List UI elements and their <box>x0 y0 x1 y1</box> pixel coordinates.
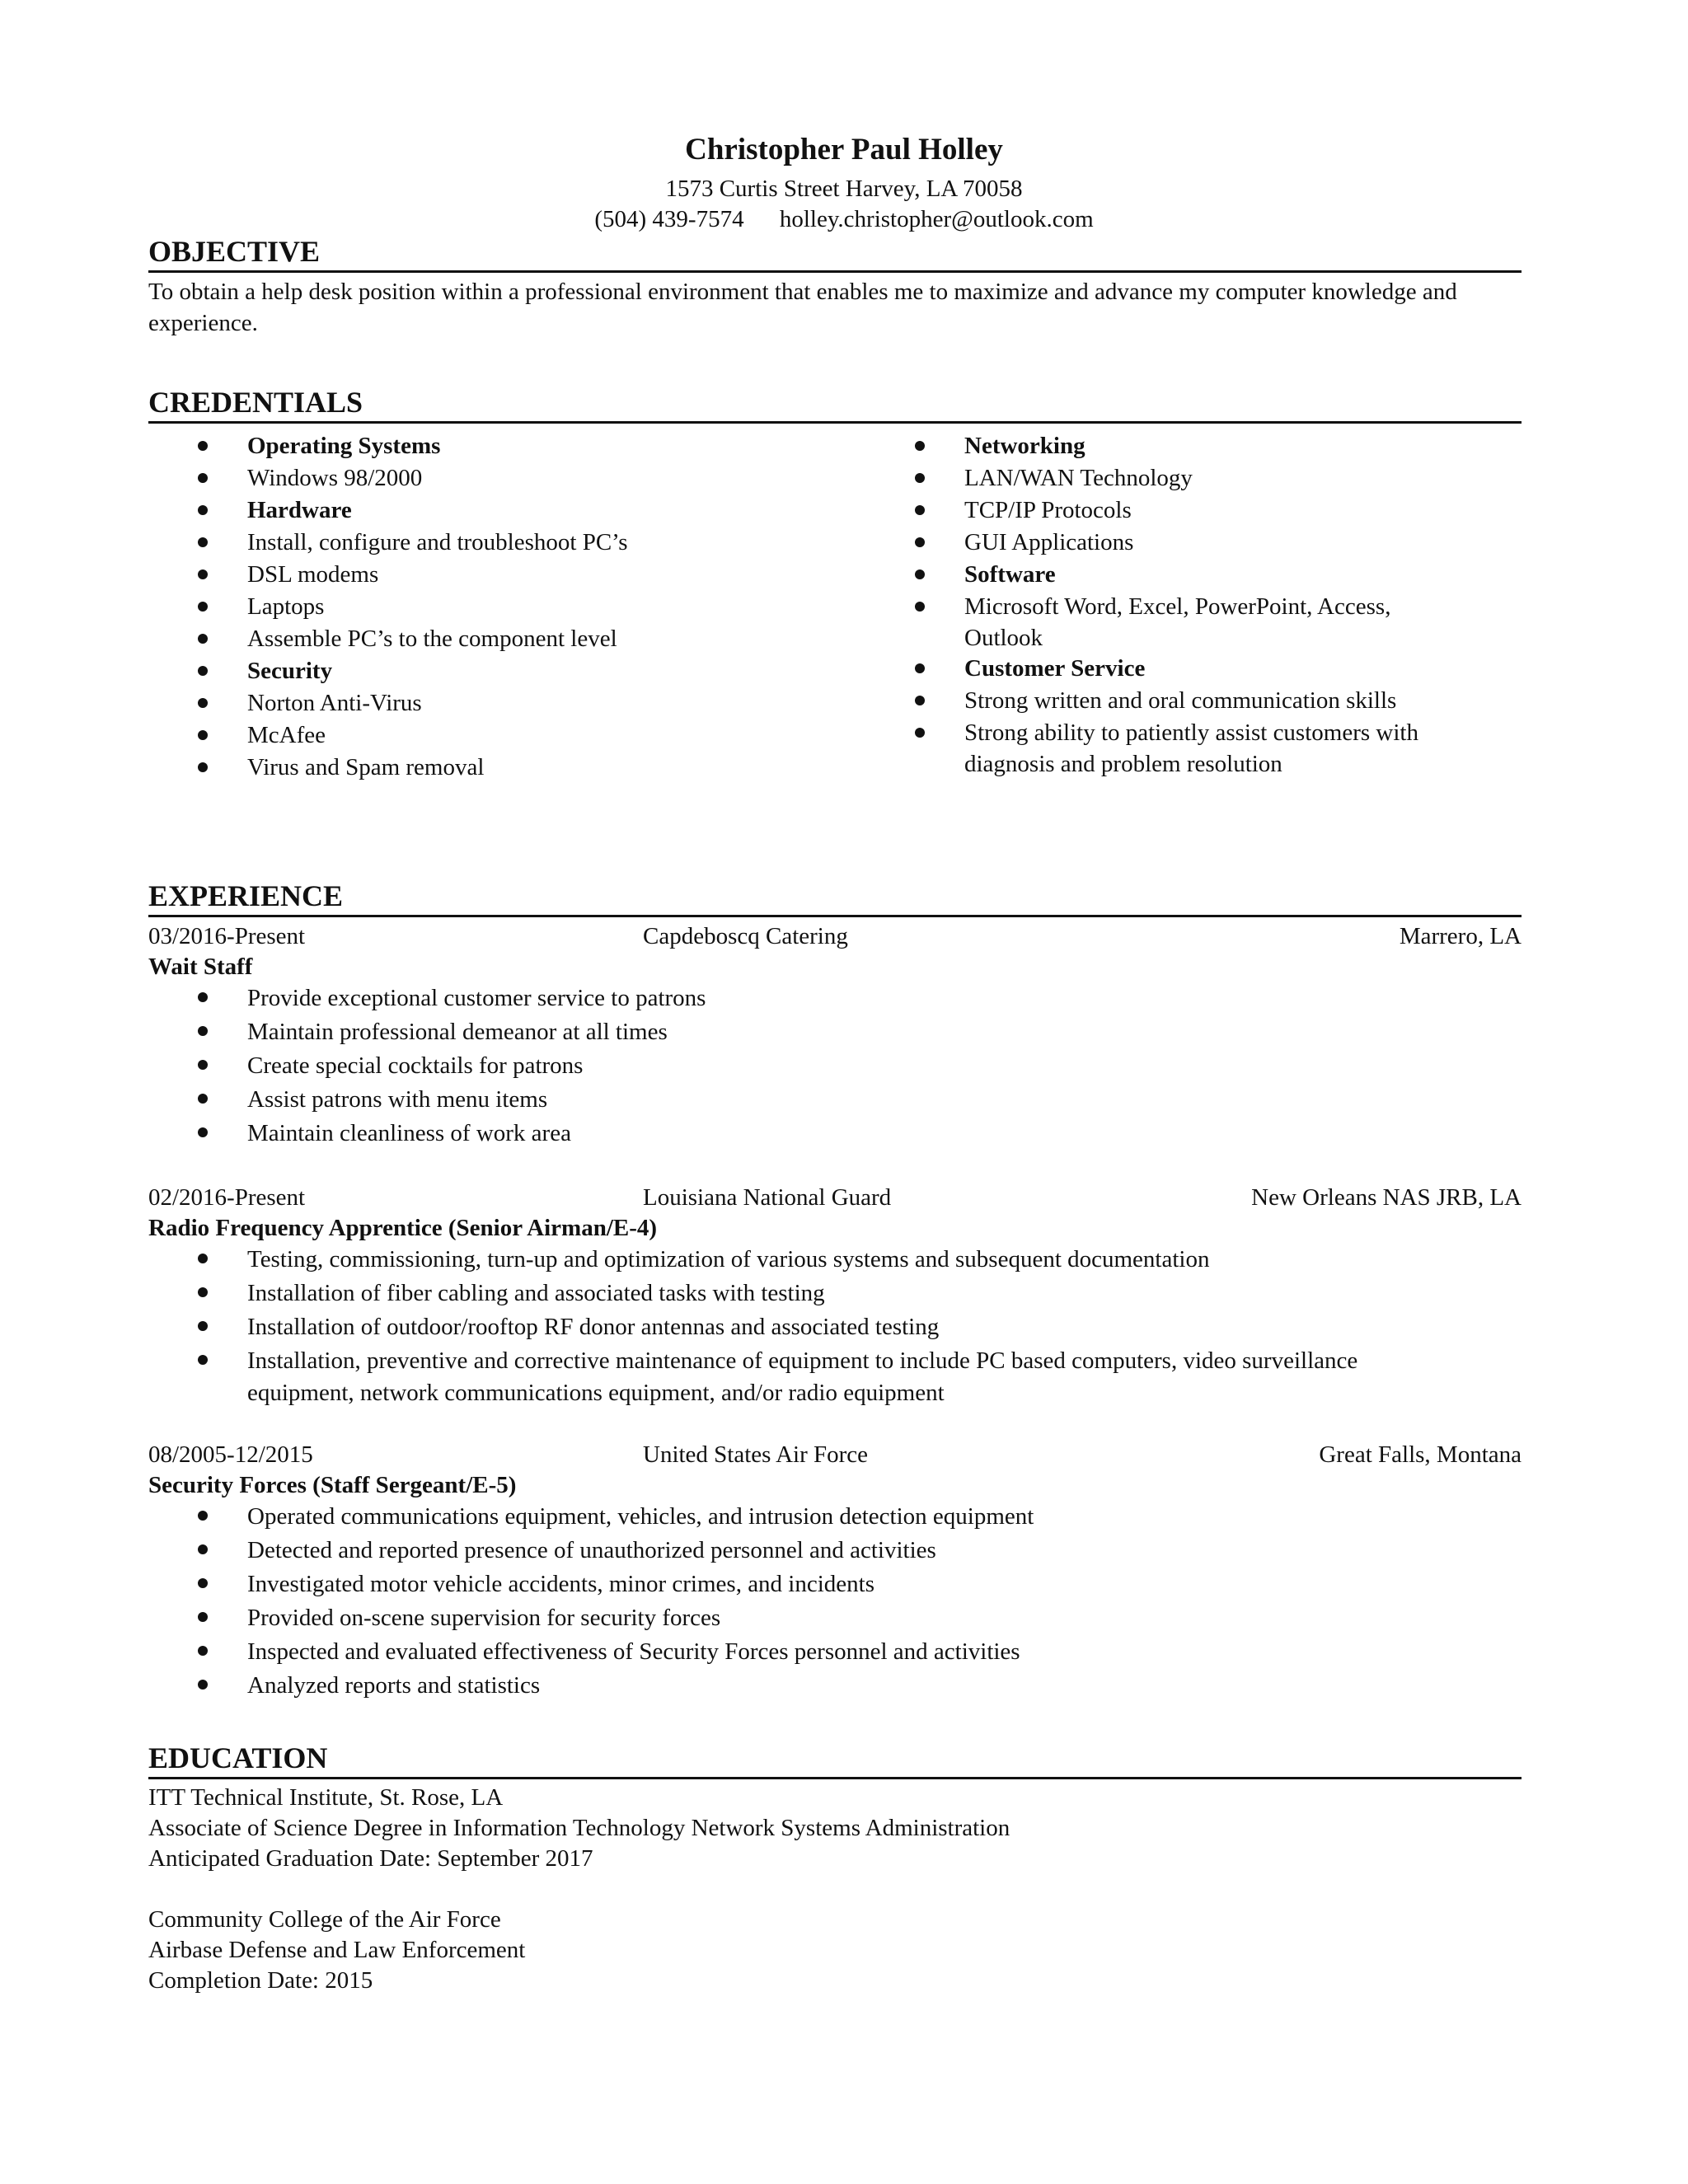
section-title-objective: OBJECTIVE <box>148 234 1522 273</box>
education-section <box>148 1741 1522 1996</box>
bullet-icon <box>198 992 208 1002</box>
job-duties-list <box>148 1243 1522 1408</box>
bullet-item <box>148 1243 1522 1277</box>
section-title-credentials: CREDENTIALS <box>148 385 1522 424</box>
bullet-item <box>148 1500 1522 1534</box>
bullet-text: Provided on-scene supervision for security forces <box>247 1605 721 1631</box>
phone-number: (504) 439-7574 <box>594 206 744 232</box>
credentials-section <box>148 385 1522 784</box>
bullet-item <box>865 462 1522 494</box>
section-title-experience: EXPERIENCE <box>148 879 1522 917</box>
bullet-icon <box>198 1321 208 1331</box>
job-duties-list <box>148 1500 1522 1703</box>
bullet-icon <box>198 666 208 676</box>
job-entry <box>148 921 1522 1151</box>
bullet-icon <box>915 569 925 579</box>
bullet-icon <box>198 473 208 483</box>
bullet-text-continued: diagnosis and problem resolution <box>964 751 1282 777</box>
job-role: Radio Frequency Apprentice (Senior Airman/E-4) <box>148 1215 658 1241</box>
bullet-item <box>148 430 865 462</box>
bullet-icon <box>915 696 925 705</box>
bullet-icon <box>198 441 208 451</box>
bullet-icon <box>198 1544 208 1554</box>
bullet-item <box>148 1049 1522 1083</box>
credentials-left-list <box>148 430 865 784</box>
education-line: Community College of the Air Force <box>148 1906 501 1933</box>
bullet-item <box>148 982 1522 1015</box>
bullet-item <box>148 752 865 784</box>
bullet-item <box>148 559 865 591</box>
bullet-text: Installation of fiber cabling and associated tasks with testing <box>247 1280 825 1306</box>
bullet-text: Security <box>247 658 333 684</box>
bullet-item <box>148 719 865 752</box>
bullet-text: DSL modems <box>247 561 379 588</box>
bullet-icon <box>198 1094 208 1104</box>
section-title-education: EDUCATION <box>148 1741 1522 1779</box>
bullet-text-continued: Outlook <box>964 625 1043 651</box>
candidate-name: Christopher Paul Holley <box>685 133 1003 166</box>
bullet-icon <box>198 1026 208 1036</box>
bullet-item <box>865 591 1522 653</box>
objective-section <box>148 234 1522 339</box>
bullet-item <box>148 1601 1522 1635</box>
bullet-text: Laptops <box>247 593 325 620</box>
bullet-icon <box>198 762 208 772</box>
job-organization: Louisiana National Guard <box>643 1184 892 1211</box>
bullet-text: Assemble PC’s to the component level <box>247 626 617 652</box>
bullet-text: LAN/WAN Technology <box>964 465 1193 491</box>
bullet-text: Microsoft Word, Excel, PowerPoint, Access, <box>964 593 1391 620</box>
bullet-text: Inspected and evaluated effectiveness of Security Forces personnel and activities <box>247 1638 1020 1665</box>
bullet-item <box>148 1310 1522 1344</box>
bullet-icon <box>915 441 925 451</box>
bullet-icon <box>198 1511 208 1521</box>
bullet-text: Networking <box>964 433 1085 459</box>
bullet-item <box>148 591 865 623</box>
job-header-row <box>148 921 1522 952</box>
bullet-item <box>148 1277 1522 1310</box>
bullet-item <box>148 1669 1522 1703</box>
bullet-text: TCP/IP Protocols <box>964 497 1132 523</box>
bullet-icon <box>198 1578 208 1588</box>
credentials-right-list <box>865 430 1522 784</box>
bullet-text: Analyzed reports and statistics <box>247 1672 541 1699</box>
bullet-icon <box>198 1254 208 1263</box>
education-line: Associate of Science Degree in Information Technology Network Systems Administration <box>148 1815 1010 1841</box>
bullet-icon <box>198 1612 208 1622</box>
job-spacer <box>148 1151 1522 1179</box>
bullet-item <box>148 527 865 559</box>
bullet-text: Maintain professional demeanor at all times <box>247 1019 668 1045</box>
contact-line <box>0 206 1688 233</box>
job-date: 08/2005-12/2015 <box>148 1441 313 1468</box>
job-date: 02/2016-Present <box>148 1184 306 1211</box>
bullet-item <box>148 1568 1522 1601</box>
bullet-text: Provide exceptional customer service to patrons <box>247 985 706 1011</box>
bullet-text: Assist patrons with menu items <box>247 1086 548 1113</box>
bullet-text: Strong written and oral communication skills <box>964 687 1397 714</box>
experience-section <box>148 879 1522 1703</box>
bullet-text: Customer Service <box>964 655 1146 682</box>
bullet-icon <box>915 728 925 738</box>
bullet-item <box>865 527 1522 559</box>
job-entry <box>148 1182 1522 1408</box>
bullet-text: Installation of outdoor/rooftop RF donor antennas and associated testing <box>247 1314 940 1340</box>
bullet-text: Norton Anti-Virus <box>247 690 422 716</box>
education-line: ITT Technical Institute, St. Rose, LA <box>148 1784 504 1811</box>
bullet-item <box>865 559 1522 591</box>
bullet-item <box>148 462 865 494</box>
bullet-text: McAfee <box>247 722 326 748</box>
bullet-item <box>148 655 865 687</box>
education-line: Completion Date: 2015 <box>148 1967 373 1994</box>
job-header-row <box>148 1182 1522 1213</box>
job-header-row <box>148 1439 1522 1470</box>
bullet-item <box>865 685 1522 717</box>
bullet-text: Operated communications equipment, vehicles, and intrusion detection equipment <box>247 1503 1034 1530</box>
bullet-item <box>148 1015 1522 1049</box>
bullet-icon <box>915 663 925 673</box>
job-organization: Capdeboscq Catering <box>643 923 848 949</box>
bullet-text: Maintain cleanliness of work area <box>247 1120 571 1146</box>
bullet-icon <box>915 602 925 612</box>
education-entries <box>148 1783 1522 1996</box>
bullet-item <box>148 1635 1522 1669</box>
bullet-text: Windows 98/2000 <box>247 465 423 491</box>
bullet-text: GUI Applications <box>964 529 1134 555</box>
objective-text: To obtain a help desk position within a professional environment that enables me to maximize and advance my computer knowledge and experience. <box>148 279 1457 336</box>
bullet-text: Installation, preventive and corrective maintenance of equipment to include PC based computers, video surveillance <box>247 1347 1358 1374</box>
bullet-item <box>865 653 1522 685</box>
bullet-item <box>865 494 1522 527</box>
bullet-icon <box>198 505 208 515</box>
bullet-item <box>148 1117 1522 1151</box>
job-location: Great Falls, Montana <box>1319 1441 1522 1468</box>
education-line: Anticipated Graduation Date: September 2017 <box>148 1845 593 1872</box>
education-spacer <box>148 1874 1522 1905</box>
job-location: New Orleans NAS JRB, LA <box>1251 1184 1522 1211</box>
bullet-icon <box>198 1060 208 1070</box>
bullet-item <box>148 494 865 527</box>
job-duties-list <box>148 982 1522 1151</box>
bullet-item <box>148 687 865 719</box>
bullet-text: Virus and Spam removal <box>247 754 485 780</box>
candidate-address: 1573 Curtis Street Harvey, LA 70058 <box>665 176 1023 202</box>
email-address: holley.christopher@outlook.com <box>779 206 1094 232</box>
bullet-text: Testing, commissioning, turn-up and optimization of various systems and subsequent documentation <box>247 1246 1210 1272</box>
bullet-icon <box>915 505 925 515</box>
bullet-icon <box>198 698 208 708</box>
bullet-icon <box>198 1646 208 1656</box>
bullet-text: Strong ability to patiently assist customers with <box>964 719 1418 746</box>
bullet-text: Investigated motor vehicle accidents, minor crimes, and incidents <box>247 1571 875 1597</box>
job-role: Security Forces (Staff Sergeant/E-5) <box>148 1472 517 1498</box>
bullet-text: Hardware <box>247 497 352 523</box>
job-entry <box>148 1439 1522 1703</box>
job-organization: United States Air Force <box>643 1441 869 1468</box>
bullet-icon <box>915 473 925 483</box>
job-spacer <box>148 1408 1522 1436</box>
bullet-item <box>148 1344 1522 1408</box>
bullet-icon <box>198 1127 208 1137</box>
bullet-item <box>865 717 1522 779</box>
bullet-icon <box>198 634 208 644</box>
bullet-icon <box>198 1680 208 1690</box>
bullet-text: Detected and reported presence of unauthorized personnel and activities <box>247 1537 936 1563</box>
bullet-icon <box>198 1355 208 1365</box>
job-role: Wait Staff <box>148 954 253 980</box>
bullet-item <box>148 623 865 655</box>
bullet-text: Install, configure and troubleshoot PC’s <box>247 529 628 555</box>
bullet-icon <box>198 1287 208 1297</box>
bullet-item <box>148 1083 1522 1117</box>
bullet-text-continued: equipment, network communications equipment, and/or radio equipment <box>247 1380 945 1406</box>
bullet-icon <box>198 537 208 547</box>
bullet-icon <box>198 602 208 612</box>
bullet-icon <box>198 569 208 579</box>
bullet-text: Software <box>964 561 1056 588</box>
bullet-text: Operating Systems <box>247 433 441 459</box>
bullet-icon <box>198 730 208 740</box>
bullet-item <box>865 430 1522 462</box>
bullet-text: Create special cocktails for patrons <box>247 1052 584 1079</box>
experience-jobs <box>148 921 1522 1703</box>
education-line: Airbase Defense and Law Enforcement <box>148 1937 526 1963</box>
job-location: Marrero, LA <box>1399 923 1522 949</box>
bullet-icon <box>915 537 925 547</box>
job-date: 03/2016-Present <box>148 923 306 949</box>
bullet-item <box>148 1534 1522 1568</box>
